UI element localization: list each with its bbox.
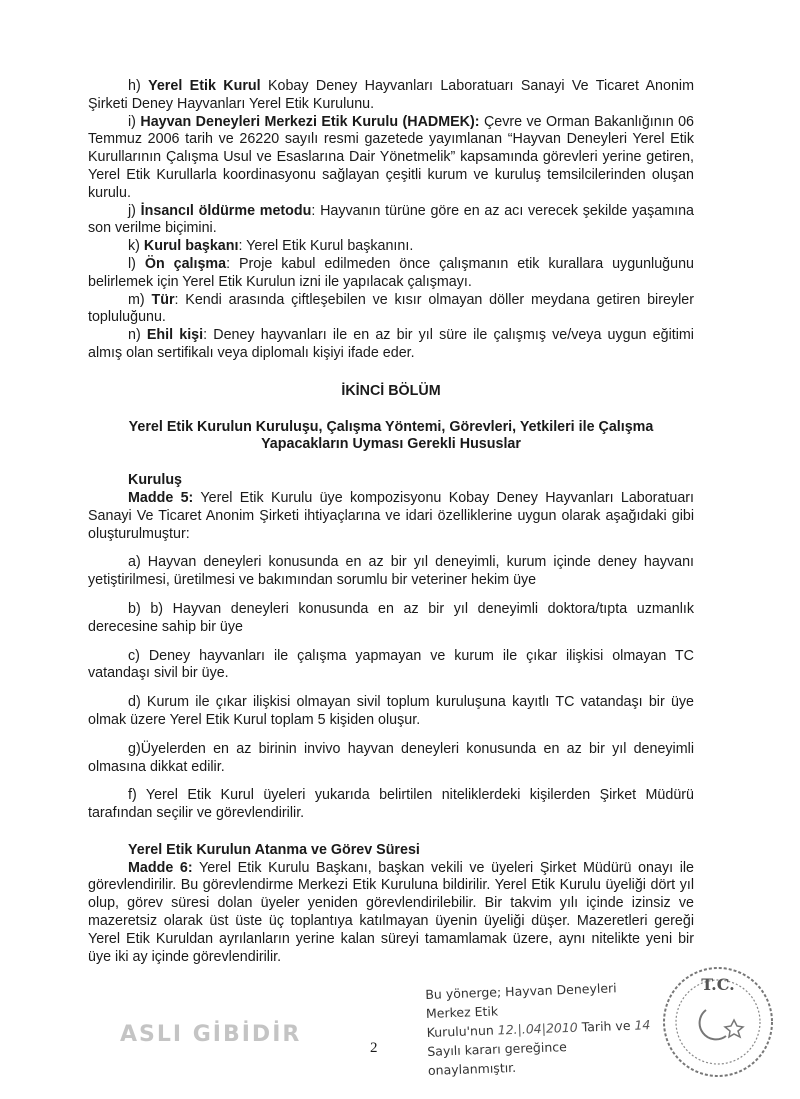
member-item-f: f) Yerel Etik Kurul üyeleri yukarıda belirtilen niteliklerdeki kişilerden Şirket Müdürü tarafından seçilir ve görevlendirilir. bbox=[88, 787, 694, 822]
seal-label: T.C. bbox=[701, 975, 735, 994]
definition-term: Yerel Etik Kurul bbox=[148, 78, 261, 94]
member-item-c: c) Deney hayvanları ile çalışma yapmayan ve kurum ile çıkar ilişkisi olmayan TC vatandaşı sivil bir üye. bbox=[88, 647, 694, 682]
definition-l: l) Ön çalışma: Proje kabul edilmeden önce çalışmanın etik kurallara uygunluğunu belirlemek için Yerel Etik Kurulun izni ile yapılacak çalışmayı. bbox=[88, 255, 694, 290]
approval-line-1: Bu yönerge; Hayvan Deneyleri Merkez Etik bbox=[425, 980, 617, 1021]
member-item-a: a) Hayvan deneyleri konusunda en az bir yıl deneyimli, kurum içinde deney hayvanı yetiştirilmesi, üretilmesi ve bakımından sorumlu bir veteriner hekim üye bbox=[88, 554, 694, 589]
article-5: Madde 5: Yerel Etik Kurulu üye kompozisyonu Kobay Deney Hayvanları Laboratuarı Sanayi Ve Ticaret Anonim Şirketi ihtiyaçlarına ve idari özelliklerine uygun olarak aşağıdaki gibi oluşturulmuştur: bbox=[88, 489, 694, 542]
definition-j: j) İnsancıl öldürme metodu: Hayvanın türüne göre en az acı verecek şekilde yaşamına son verilme biçimini. bbox=[88, 202, 694, 237]
page-number: 2 bbox=[370, 1040, 378, 1056]
definition-k: k) Kurul başkanı: Yerel Etik Kurul başkanını. bbox=[128, 238, 414, 255]
definition-term: İnsancıl öldürme metodu bbox=[140, 202, 312, 219]
definition-term: Ehil kişi bbox=[146, 327, 204, 344]
definition-h: h) Yerel Etik Kurul Kobay Deney Hayvanları Laboratuarı Sanayi Ve Ticaret Anonim Şirketi Deney Hayvanları Yerel Etik Kurulunu. bbox=[88, 78, 694, 112]
section-heading-atanma: Yerel Etik Kurulun Atanma ve Görev Süresi bbox=[128, 841, 420, 858]
chapter-subtitle: Yerel Etik Kurulun Kuruluşu, Çalışma Yöntemi, Görevleri, Yetkileri ile Çalışma Yapacakların Uyması Gerekli Hususlar bbox=[128, 418, 654, 453]
definition-term: Ön çalışma bbox=[144, 255, 227, 272]
member-item-d: d) Kurum ile çıkar ilişkisi olmayan sivil toplum kuruluşuna kayıtlı TC vatandaşı bir üye olmak üzere Yerel Etik Kurul toplam 5 kişiden oluşur. bbox=[88, 694, 694, 728]
member-item-g: g)Üyelerden en az birinin invivo hayvan deneyleri konusunda en az bir yıl deneyimli olmasına dikkat edilir. bbox=[88, 740, 694, 775]
definition-m: m) Tür: Kendi arasında çiftleşebilen ve kısır olmayan döller meydana getiren bireyler topluluğunu. bbox=[88, 291, 694, 326]
approval-line-2: Kurulu'nun 12.|.04|2010 Tarih ve 14 bbox=[426, 1017, 651, 1040]
definition-i: i) Hayvan Deneyleri Merkezi Etik Kurulu (HADMEK): Çevre ve Orman Bakanlığının 06 Temmuz 2006 tarih ve 26220 sayılı resmi gazetede yayımlanan “Hayvan Deneyleri Yerel Etik Kurullarının Çalışma Usul ve Esaslarına Dair Yönetmelik” kapsamında görevleri yerine getiren, Yerel Etik Kurullarla koordinasyonu sağlayan çeşitli kurum ve kuruluş temsilcilerinden oluşan kurulu. bbox=[88, 113, 694, 201]
document-body bbox=[88, 78, 694, 966]
official-seal-icon bbox=[648, 960, 778, 1080]
approval-line-3: Sayılı kararı gereğince onaylanmıştır. bbox=[427, 1039, 568, 1078]
approval-number: 14 bbox=[634, 1017, 651, 1033]
approval-note bbox=[425, 977, 653, 1080]
chapter-title: İKİNCİ BÖLÜM bbox=[341, 382, 441, 399]
section-heading-kurulus: Kuruluş bbox=[128, 472, 183, 489]
definition-term: Kurul başkanı bbox=[143, 238, 239, 255]
article-6: Madde 6: Yerel Etik Kurulu Başkanı, başkan vekili ve üyeleri Şirket Müdürü onayı ile görevlendirilir. Bu görevlendirme Merkezi Etik Kuruluna bildirilir. Yerel Etik Kurulu üyeliği dört yıl olup, görev süresi dolan üyeler yeniden görevlendirilebilir. Bir takvim yılı içinde izinsiz ve mazeretsiz olarak üst üste üç toplantıya katılmayan üyenin üyeliği düşer. Mazeretleri gereği Yerel Etik Kuruldan ayrılanların yerine kalan süreyi tamamlamak üzere, aynı nitelikte yeni bir üye iki ay içinde görevlendirilir. bbox=[88, 859, 694, 965]
definition-n: n) Ehil kişi: Deney hayvanları ile en az bir yıl süre ile çalışmış ve/veya uygun eğitimi almış olan sertifikalı veya diplomalı kişiyi ifade eder. bbox=[88, 327, 694, 361]
member-item-b: b) b) Hayvan deneyleri konusunda en az bir yıl deneyimli doktora/tıpta uzmanlık derecesine sahip bir üye bbox=[88, 600, 694, 635]
definition-term: Hayvan Deneyleri Merkezi Etik Kurulu (HADMEK): bbox=[140, 113, 480, 130]
approval-date: 12.|.04|2010 bbox=[497, 1019, 578, 1038]
certified-copy-stamp: ASLI GİBİDİR bbox=[120, 1022, 302, 1047]
definition-term: Tür bbox=[151, 291, 175, 308]
